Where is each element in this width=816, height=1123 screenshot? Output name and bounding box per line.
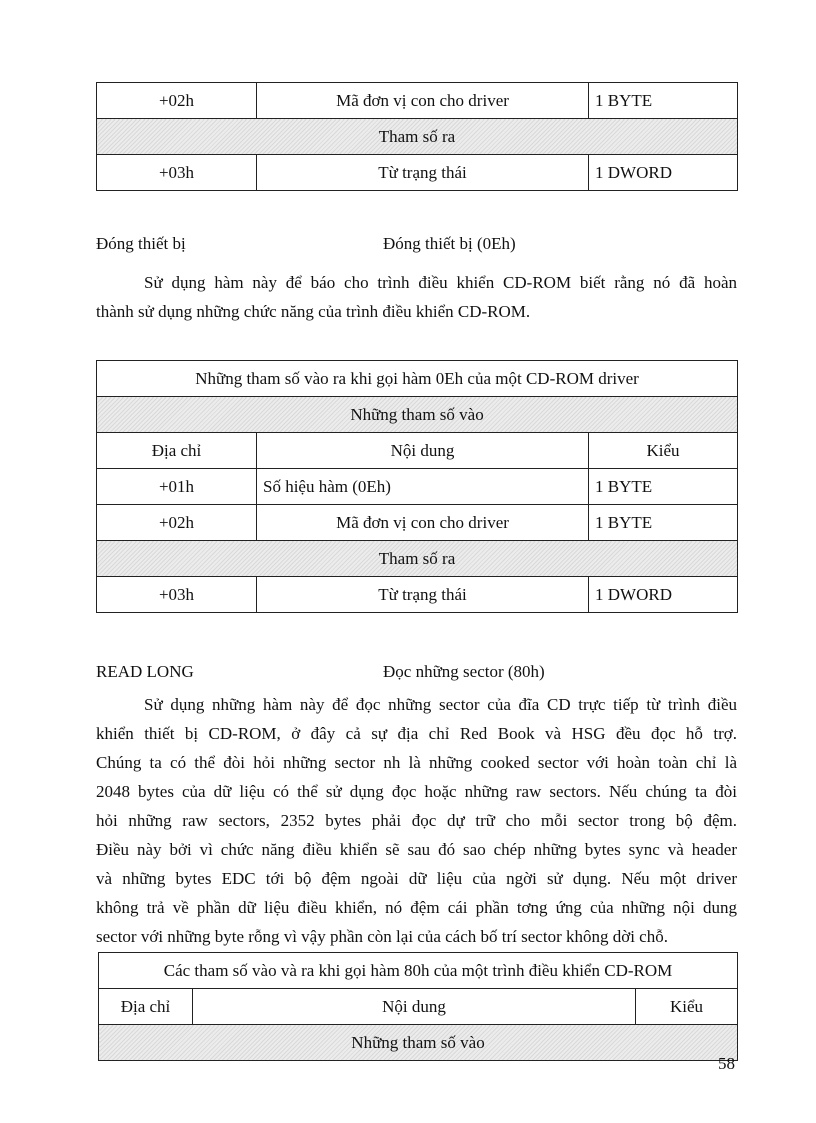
- paragraph-line: khiển thiết bị CD-ROM, ở đây cả sự địa chỉ Red Book và HSG đều đọc hỗ trợ.: [96, 724, 737, 743]
- content-cell: Mã đơn vị con cho driver: [257, 505, 589, 541]
- column-header-content: Nội dung: [193, 989, 636, 1025]
- column-header-type: Kiểu: [636, 989, 738, 1025]
- section-heading-read-long: [96, 662, 737, 686]
- section-heading-close-device: [96, 234, 737, 258]
- section-paragraph-close-device: [96, 268, 737, 326]
- address-cell: +03h: [97, 155, 257, 191]
- table-section-row: [99, 1025, 738, 1061]
- paragraph-line: thành sử dụng những chức năng của trình điều khiển CD-ROM.: [96, 302, 531, 321]
- section-title-right: Đóng thiết bị (0Eh): [383, 234, 516, 253]
- page-number: 58: [718, 1054, 735, 1073]
- table-row: [97, 469, 738, 505]
- paragraph-line: Sử dụng hàm này để báo cho trình điều khiển CD-ROM biết rằng nó đã hoàn: [144, 273, 737, 292]
- table-section-row: [97, 397, 738, 433]
- address-cell: +03h: [97, 577, 257, 613]
- section-title-left: READ LONG: [96, 662, 194, 681]
- section-title-left: Đóng thiết bị: [96, 234, 186, 253]
- table-caption: Các tham số vào và ra khi gọi hàm 80h của một trình điều khiển CD-ROM: [99, 953, 738, 989]
- paragraph-line: Sử dụng những hàm này để đọc những sector của đĩa CD trực tiếp từ trình điều: [144, 695, 737, 714]
- table-section-row: [97, 541, 738, 577]
- column-header-type: Kiểu: [589, 433, 738, 469]
- table-header-row: [97, 433, 738, 469]
- content-cell: Từ trạng thái: [257, 577, 589, 613]
- output-params-heading: Tham số ra: [97, 541, 738, 577]
- paragraph-line: 2048 bytes của dữ liệu có thể sử dụng đọc hoặc những raw sectors. Nếu chúng ta đòi: [96, 782, 737, 801]
- column-header-address: Địa chỉ: [99, 989, 193, 1025]
- parameters-table-80h: [98, 952, 738, 1061]
- parameters-table-0eh: [96, 360, 738, 613]
- content-cell: Số hiệu hàm (0Eh): [257, 469, 589, 505]
- table-row: [97, 155, 738, 191]
- input-params-heading: Những tham số vào: [97, 397, 738, 433]
- table-row: [97, 505, 738, 541]
- column-header-content: Nội dung: [257, 433, 589, 469]
- address-cell: +02h: [97, 505, 257, 541]
- paragraph-line: không trả về phần dữ liệu điều khiển, nó đệm cái phần tơng ứng của những nội dung: [96, 898, 737, 917]
- paragraph-line: sector với những byte rỗng vì vậy phần còn lại của cách bố trí sector không dời chỗ.: [96, 927, 668, 946]
- table-clip: [98, 952, 737, 1052]
- type-cell: 1 BYTE: [589, 83, 738, 119]
- paragraph-line: hỏi những raw sectors, 2352 bytes phải đọc dự trữ cho mỗi sector trong bộ đệm.: [96, 811, 737, 830]
- type-cell: 1 BYTE: [589, 505, 738, 541]
- table-row: [97, 577, 738, 613]
- section-paragraph-read-long: [96, 690, 737, 951]
- paragraph-line: Điều này bởi vì chức năng điều khiển sẽ sau đó sao chép những bytes sync và header: [96, 840, 737, 859]
- input-params-heading: Những tham số vào: [99, 1025, 738, 1061]
- type-cell: 1 DWORD: [589, 577, 738, 613]
- content-cell: Từ trạng thái: [257, 155, 589, 191]
- output-params-heading: Tham số ra: [97, 119, 738, 155]
- table-row: [97, 83, 738, 119]
- table-header-row: [99, 989, 738, 1025]
- type-cell: 1 BYTE: [589, 469, 738, 505]
- paragraph-line: Chúng ta có thể đòi hỏi những sector nh là những cooked sector với hoàn toàn chỉ là: [96, 753, 737, 772]
- table-section-row: [97, 119, 738, 155]
- content-cell: Mã đơn vị con cho driver: [257, 83, 589, 119]
- section-title-right: Đọc những sector (80h): [383, 662, 545, 681]
- address-cell: +01h: [97, 469, 257, 505]
- table-caption-row: [99, 953, 738, 989]
- type-cell: 1 DWORD: [589, 155, 738, 191]
- table-caption-row: [97, 361, 738, 397]
- table-caption: Những tham số vào ra khi gọi hàm 0Eh của một CD-ROM driver: [97, 361, 738, 397]
- column-header-address: Địa chỉ: [97, 433, 257, 469]
- address-cell: +02h: [97, 83, 257, 119]
- parameters-table-continued: [96, 82, 738, 191]
- paragraph-line: và những bytes EDC tới bộ đệm ngoài dữ liệu của ngời sử dụng. Nếu một driver: [96, 869, 737, 888]
